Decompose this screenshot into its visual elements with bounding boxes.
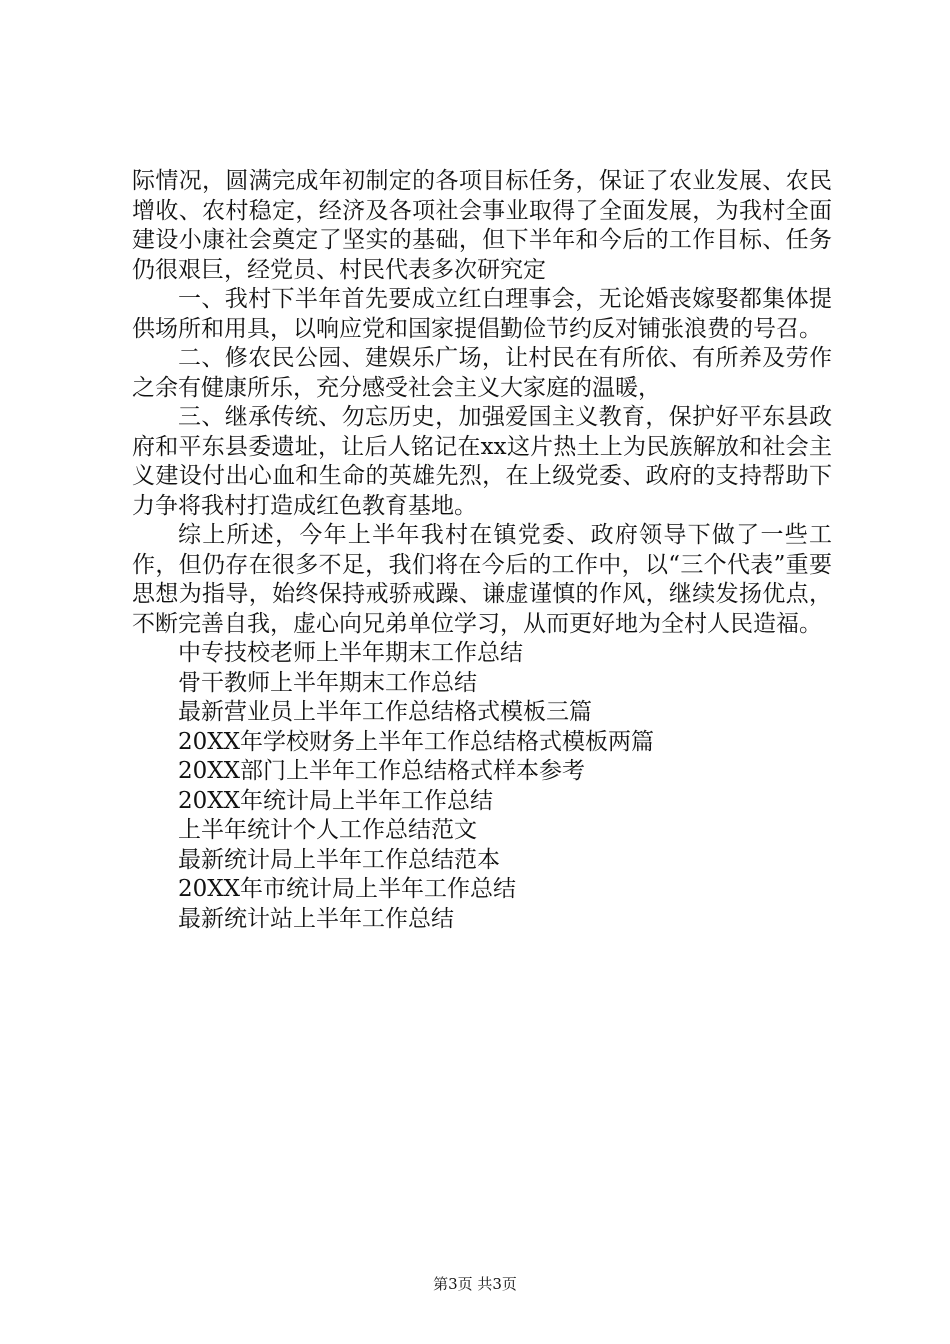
paragraph-continuation: 际情况，圆满完成年初制定的各项目标任务，保证了农业发展、农民增收、农村稳定，经济及各项社会事业取得了全面发展，为我村全面建设小康社会奠定了坚实的基础，但下半年和今后的工作目标、任务仍很艰巨，经党员、村民代表多次研究定 bbox=[132, 168, 832, 283]
paragraph-item-3: 三、继承传统、勿忘历史，加强爱国主义教育，保护好平东县政府和平东县委遗址，让后人铭记在xx这片热土上为民族解放和社会主义建设付出心血和生命的英雄先烈，在上级党委、政府的支持帮助下力争将我村打造成红色教育基地。 bbox=[132, 404, 832, 519]
paragraph-summary: 综上所述，今年上半年我村在镇党委、政府领导下做了一些工作，但仍存在很多不足，我们将在今后的工作中，以“三个代表”重要思想为指导，始终保持戒骄戒躁、谦虚谨慎的作风，继续发扬优点，不断完善自我，虚心向兄弟单位学习，从而更好地为全村人民造福。 bbox=[132, 522, 832, 637]
paragraph-item-2: 二、修农民公园、建娱乐广场，让村民在有所依、有所养及劳作之余有健康所乐，充分感受社会主义大家庭的温暖， bbox=[132, 345, 832, 401]
document-body bbox=[132, 167, 832, 934]
related-link[interactable]: 20XX年市统计局上半年工作总结 bbox=[178, 876, 517, 902]
related-link[interactable]: 最新营业员上半年工作总结格式模板三篇 bbox=[178, 699, 592, 725]
page-footer: 第3页 共3页 bbox=[433, 1275, 517, 1293]
related-link[interactable]: 骨干教师上半年期末工作总结 bbox=[178, 669, 477, 696]
related-links-list bbox=[132, 639, 832, 934]
related-link[interactable]: 20XX年统计局上半年工作总结 bbox=[178, 787, 494, 814]
related-link[interactable]: 最新统计站上半年工作总结 bbox=[178, 905, 454, 932]
paragraph-item-1: 一、我村下半年首先要成立红白理事会，无论婚丧嫁娶都集体提供场所和用具，以响应党和国家提倡勤俭节约反对铺张浪费的号召。 bbox=[132, 286, 832, 342]
related-link[interactable]: 最新统计局上半年工作总结范本 bbox=[178, 846, 500, 873]
related-link[interactable]: 20XX年学校财务上半年工作总结格式模板两篇 bbox=[178, 728, 655, 755]
related-link[interactable]: 中专技校老师上半年期末工作总结 bbox=[178, 640, 523, 666]
related-link[interactable]: 上半年统计个人工作总结范文 bbox=[178, 817, 477, 843]
related-link[interactable]: 20XX部门上半年工作总结格式样本参考 bbox=[178, 758, 586, 784]
